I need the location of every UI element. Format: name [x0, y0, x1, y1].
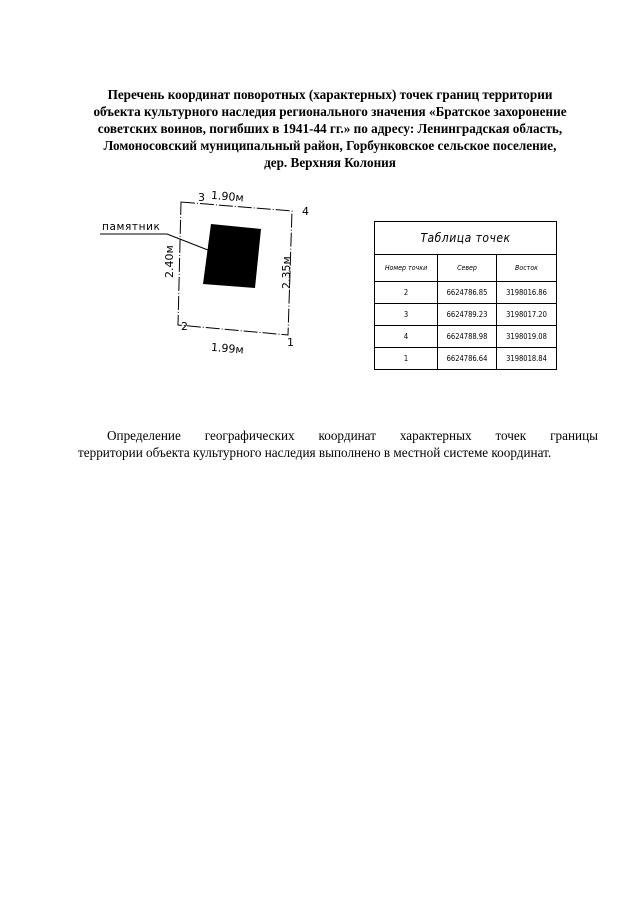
- title-line: объекта культурного наследия регионального значения «Братское захоронение: [93, 104, 567, 119]
- col-header-east: Восток: [497, 255, 557, 282]
- table-row: [375, 326, 557, 348]
- cell-north: 6624786.85: [438, 282, 497, 304]
- table-header-row: [375, 255, 557, 282]
- cell-point-number: 2: [375, 282, 438, 304]
- table-row: [375, 348, 557, 370]
- dim-top-label: 1.90м: [210, 188, 245, 205]
- dim-left-label: 2.40м: [163, 245, 176, 278]
- title-line: Перечень координат поворотных (характерных) точек границ территории: [107, 87, 553, 102]
- cell-point-number: 3: [375, 304, 438, 326]
- monument-label: памятник: [102, 221, 161, 233]
- title-line: Ломоносовский муниципальный район, Горбунковское сельское поселение,: [103, 138, 557, 153]
- cell-east: 3198019.08: [497, 326, 557, 348]
- paragraph-line: Определение географических координат характерных точек границы: [107, 428, 598, 443]
- point-1-label: 1: [287, 336, 294, 349]
- dim-right-label: 2.35м: [280, 256, 293, 289]
- cell-east: 3198018.84: [497, 348, 557, 370]
- cell-east: 3198017.20: [497, 304, 557, 326]
- dim-bottom-label: 1.99м: [210, 340, 245, 357]
- col-header-point-number: Номер точки: [375, 255, 438, 282]
- body-paragraph: [78, 427, 598, 461]
- point-3-label: 3: [198, 191, 205, 204]
- cell-north: 6624786.64: [438, 348, 497, 370]
- cell-point-number: 4: [375, 326, 438, 348]
- title-line: дер. Верхняя Колония: [264, 155, 396, 170]
- points-table: [374, 221, 557, 370]
- cell-north: 6624789.23: [438, 304, 497, 326]
- title-line: советских воинов, погибших в 1941-44 гг.» по адресу: Ленинградская область,: [97, 121, 563, 136]
- cell-north: 6624788.98: [438, 326, 497, 348]
- cell-east: 3198016.86: [497, 282, 557, 304]
- paragraph-line: территории объекта культурного наследия выполнено в местной системе координат.: [78, 445, 552, 460]
- point-4-label: 4: [302, 205, 309, 218]
- document-title: [70, 86, 590, 171]
- cell-point-number: 1: [375, 348, 438, 370]
- table-row: [375, 282, 557, 304]
- site-plan-diagram: [100, 180, 340, 380]
- site-plan-svg: [100, 180, 340, 380]
- table-row: [375, 304, 557, 326]
- monument-block: [203, 224, 261, 288]
- points-table-caption: Таблица точек: [375, 222, 557, 255]
- col-header-north: Север: [438, 255, 497, 282]
- point-2-label: 2: [181, 320, 188, 333]
